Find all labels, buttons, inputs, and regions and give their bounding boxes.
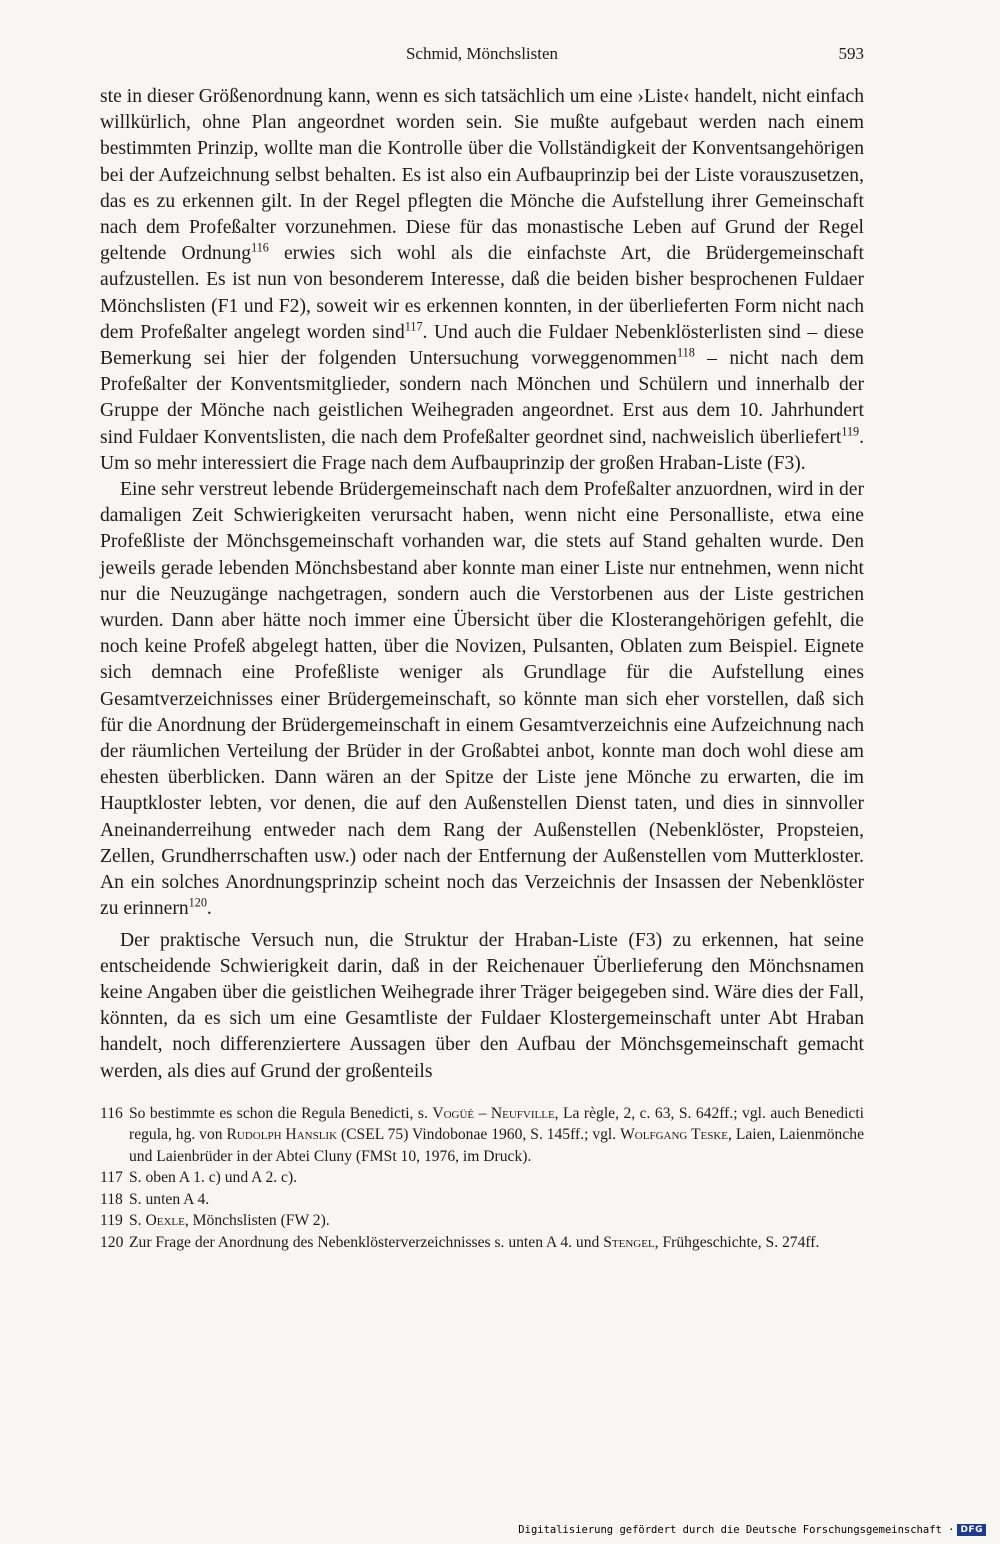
- footnote-120: [100, 1232, 864, 1254]
- footnote-ref-120[interactable]: 120: [188, 895, 207, 910]
- footnote-ref-119[interactable]: 119: [841, 424, 860, 439]
- credit-text: Digitalisierung gefördert durch die Deutsche Forschungsgemeinschaft ·: [518, 1524, 955, 1536]
- footnote-number: 118: [100, 1190, 123, 1208]
- footnote-119: [100, 1210, 864, 1232]
- footnote-ref-117[interactable]: 117: [404, 319, 423, 334]
- footnote-text: S. Oexle, Mönchslisten (FW 2).: [129, 1212, 330, 1230]
- digitization-credit: [518, 1524, 986, 1536]
- main-text: [100, 84, 864, 1085]
- paragraph-2: Eine sehr verstreut lebende Brüdergemeinschaft nach dem Profeßalter anzuordnen, wird in der damaligen Zeit Schwierigkeiten verursacht haben, wenn nicht eine Personalliste, etwa eine Profeßliste der Mönchsgemeinschaft vorhanden war, die stets auf Stand gehalten wurde. Den jeweils gerade lebenden Mönchsbestand aber konnte man einer Liste nur entnehmen, wenn nicht nur die Neuzugänge nachgetragen, sondern auch die Verstorbenen aus der Liste gestrichen wurden. Dann aber hätte noch immer eine Übersicht über die Klosterangehörigen gefehlt, die noch keine Profeß abgelegt hatten, über die Novizen, Pulsanten, Oblaten zum Beispiel. Eignete sich demnach eine Profeßliste weniger als Grundlage für die Aufstellung eines Gesamtverzeichnisses einer Brüdergemeinschaft, so könnte man sich eher vorstellen, daß sich für die Anordnung der Brüdergemeinschaft in einem Gesamtverzeichnis eine Aufzeichnung nach der räumlichen Verteilung der Brüder in der Großabtei anbot, konnte man doch wohl diese am ehesten überblicken. Dann wären an der Spitze der Liste jene Mönche zu erwarten, die im Hauptkloster lebten, vor denen, die auf den Außenstellen Dienst taten, und dies in sinnvoller Aneinanderreihung entweder nach dem Rang der Außenstellen (Nebenklöster, Propsteien, Zellen, Grundherrschaften usw.) oder nach der Entfernung der Außenstellen vom Mutterkloster. An ein solches Anordnungsprinzip scheint noch das Verzeichnis der Insassen der Nebenklöster zu erinnern$^{120}$.: [100, 479, 864, 920]
- paragraph-1: ste in dieser Größenordnung kann, wenn es sich tatsächlich um eine ›Liste‹ handelt, nicht einfach willkürlich, ohne Plan angeordnet worden sein. Sie mußte aufgebaut werden nach einem bestimmten Prinzip, wollte man die Kontrolle über die Vollständigkeit der Konventsangehörigen bei der Aufzeichnung selbst behalten. Es ist also ein Aufbauprinzip bei der Liste vorauszusetzen, das es zu erkennen gilt. In der Regel pflegten die Mönche die Aufstellung ihrer Gemeinschaft nach dem Profeßalter vorzunehmen. Diese für das monastische Leben auf Grund der Regel geltende Ordnung$^{116}$ erwies sich wohl als die einfachste Art, die Brüdergemeinschaft aufzustellen. Es ist nun von besonderem Interesse, daß die beiden bisher besprochenen Fuldaer Mönchslisten (F1 und F2), soweit wir es erkennen konnten, in der überlieferten Form nicht nach dem Profeßalter angelegt worden sind$^{117}$. Und auch die Fuldaer Nebenklösterlisten sind – diese Bemerkung sei hier der folgenden Untersuchung vorweggenommen$^{118}$ – nicht nach dem Profeßalter der Konventsmitglieder, sondern nach Mönchen und Schülern und innerhalb der Gruppe der Mönche nach geistlichen Weihegraden angeordnet. Erst aus dem 10. Jahrhundert sind Fuldaer Konventslisten, die nach dem Profeßalter geordnet sind, nachweislich überliefert$^{119}$. Um so mehr interessiert die Frage nach dem Aufbauprinzip der großen Hraban-Liste (F3).: [100, 86, 865, 474]
- footnote-number: 117: [100, 1169, 123, 1187]
- book-page: [100, 44, 864, 1253]
- footnote-117: [100, 1167, 864, 1189]
- running-title: Schmid, Mönchslisten: [405, 44, 559, 63]
- footnote-ref-116[interactable]: 116: [251, 240, 269, 255]
- footnote-number: 120: [100, 1233, 124, 1251]
- footnote-number: 116: [100, 1104, 123, 1122]
- footnote-ref-118[interactable]: 118: [677, 345, 695, 360]
- footnote-text: So bestimmte es schon die Regula Benedicti, s. Vogüé – Neufville, La règle, 2, c. 63, S. 642ff.; vgl. auch Benedicti regula, hg. von Rudolph Hanslik (CSEL 75) Vindobonae 1960, S. 145ff.; vgl. Wolfgang Teske, Laien, Laienmönche und Laienbrüder in der Abtei Cluny (FMSt 10, 1976, im Druck).: [129, 1104, 864, 1165]
- footnote-text: S. unten A 4.: [129, 1190, 210, 1208]
- footnote-text: S. oben A 1. c) und A 2. c).: [129, 1169, 298, 1187]
- footnotes: [100, 1103, 864, 1254]
- page-header: [100, 44, 864, 74]
- footnote-number: 119: [100, 1212, 123, 1230]
- dfg-logo-icon: DFG: [957, 1524, 986, 1536]
- footnote-text: Zur Frage der Anordnung des Nebenklösterverzeichnisses s. unten A 4. und Stengel, Frühgeschichte, S. 274ff.: [129, 1233, 820, 1251]
- paragraph-3: Der praktische Versuch nun, die Struktur der Hraban-Liste (F3) zu erkennen, hat seine entscheidende Schwierigkeit darin, daß in der Reichenauer Überlieferung den Mönchsnamen keine Angaben über die geistlichen Weihegrade ihrer Träger beigegeben sind. Wäre dies der Fall, könnten, da es sich um eine Gesamtliste der Fuldaer Klostergemeinschaft unter Abt Hraban handelt, noch differenziertere Aussagen über den Aufbau der Mönchsgemeinschaft gemacht werden, als dies auf Grund der großenteils: [100, 929, 864, 1082]
- page-number: 593: [838, 44, 864, 63]
- footnote-116: [100, 1103, 864, 1168]
- footnote-118: [100, 1189, 864, 1211]
